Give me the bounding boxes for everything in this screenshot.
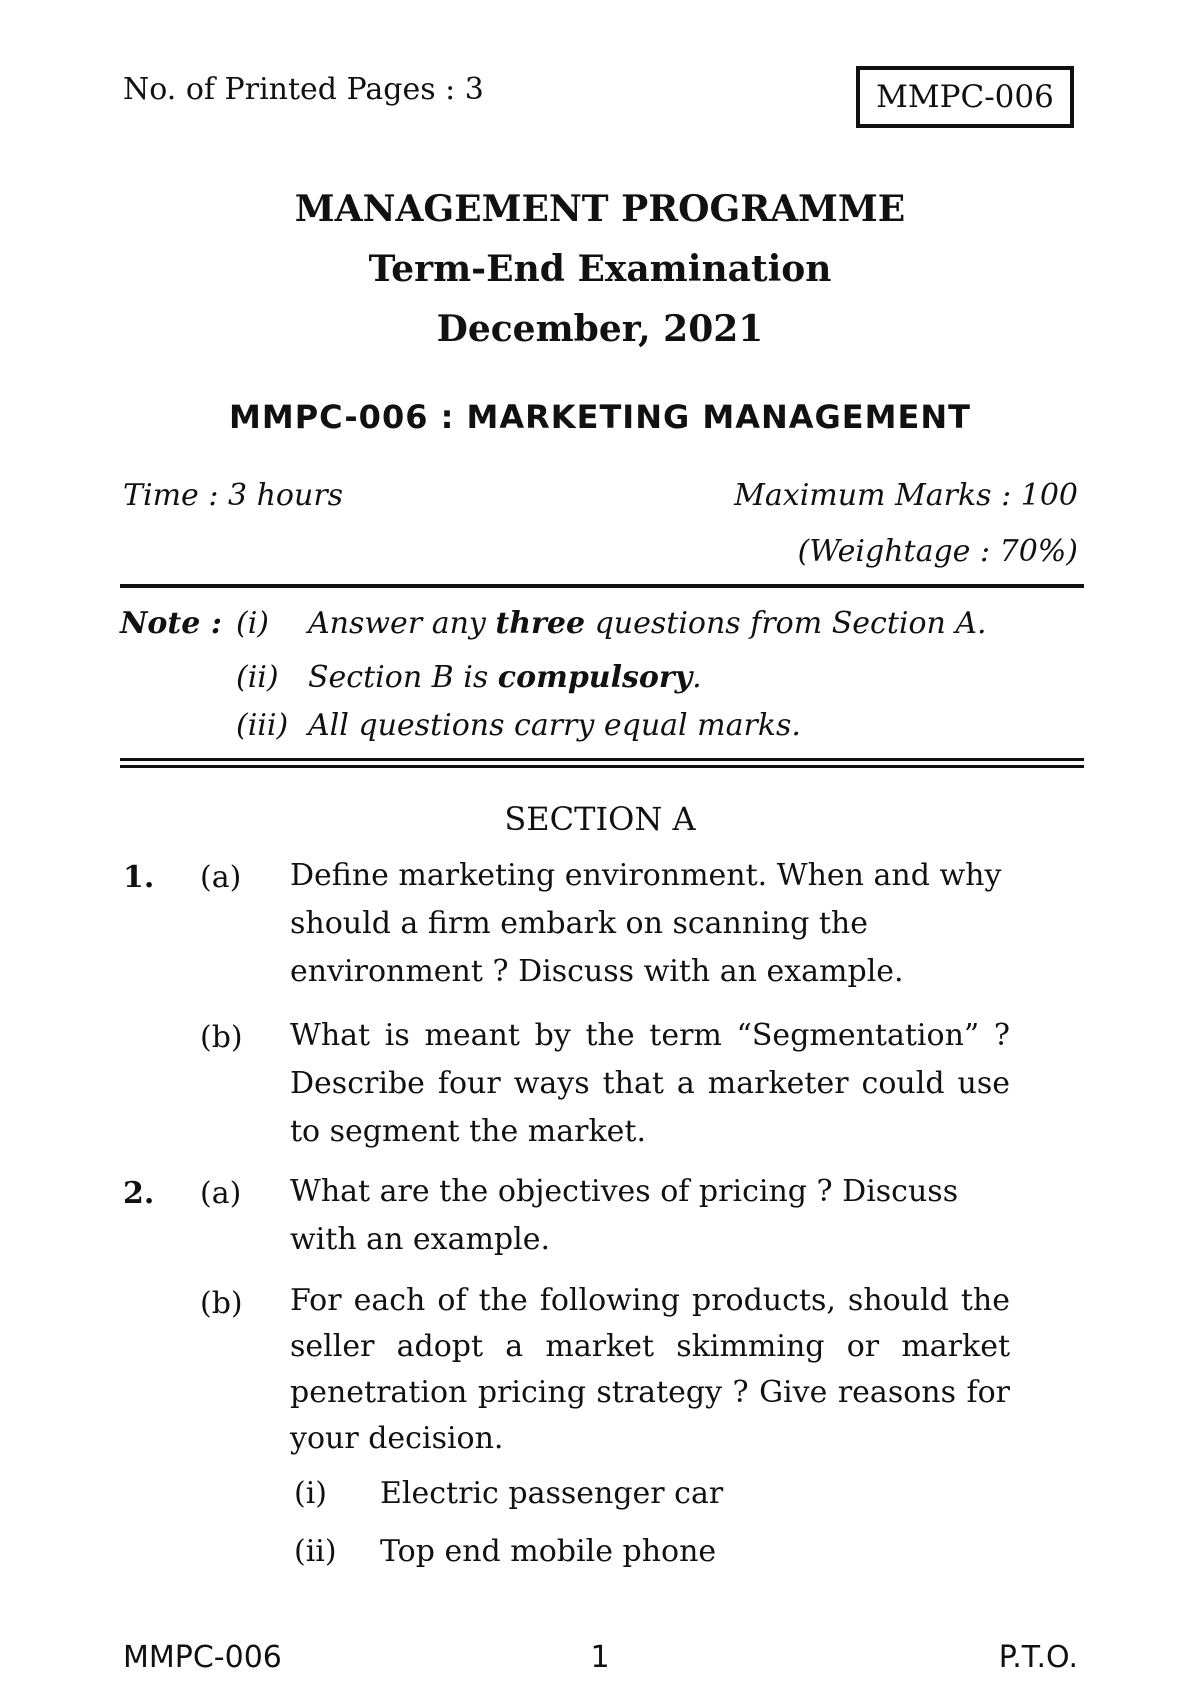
note-item-text: Section B is: [308, 660, 498, 695]
sub-item-label: (ii): [294, 1534, 337, 1569]
question-part-label: (b): [200, 1020, 243, 1055]
note-item-text: All questions carry equal marks.: [308, 708, 801, 743]
note-item-number: (i): [236, 606, 270, 641]
question-part-label: (a): [200, 1176, 242, 1211]
sub-item-label: (i): [294, 1476, 328, 1511]
question-number: 2.: [123, 1176, 155, 1211]
time-allowed: Time : 3 hours: [123, 478, 344, 513]
footer-page-number: 1: [590, 1640, 610, 1675]
question-part-label: (b): [200, 1286, 243, 1321]
divider-top: [120, 584, 1084, 588]
note-item-emphasis: compulsory: [497, 660, 693, 695]
exam-date: December, 2021: [436, 308, 764, 350]
exam-title: Term-End Examination: [368, 248, 832, 290]
note-item-text-end: questions from Section A.: [585, 606, 987, 641]
sub-item-text: Electric passenger car: [380, 1476, 724, 1511]
note-item-number: (iii): [236, 708, 289, 743]
programme-title: MANAGEMENT PROGRAMME: [294, 188, 906, 230]
note-item: [236, 708, 801, 743]
note-item-number: (ii): [236, 660, 279, 695]
divider-double-top: [120, 758, 1084, 761]
question-part-text: What are the objectives of pricing ? Discuss with an example.: [290, 1174, 959, 1257]
note-item-text: Answer any: [308, 606, 496, 641]
question-part-text: Define marketing environment. When and why should a firm embark on scanning the environment ? Discuss with an example.: [290, 858, 1002, 989]
course-code-box: MMPC-006: [856, 66, 1074, 128]
printed-pages-count: No. of Printed Pages : 3: [123, 72, 484, 107]
maximum-marks: Maximum Marks : 100: [734, 478, 1078, 513]
question-part-label: (a): [200, 860, 242, 895]
question-number: 1.: [123, 860, 155, 895]
note-label: Note :: [120, 606, 222, 641]
note-item-emphasis: three: [495, 606, 586, 641]
note-item-text-end: .: [692, 660, 702, 695]
weightage: (Weightage : 70%): [797, 534, 1078, 569]
sub-item-text: Top end mobile phone: [380, 1534, 717, 1569]
subject-title: MMPC-006 : MARKETING MANAGEMENT: [229, 398, 971, 436]
divider-double-bottom: [120, 765, 1084, 768]
footer-course-code: MMPC-006: [123, 1640, 282, 1675]
section-title: SECTION A: [504, 800, 696, 838]
note-item: [236, 660, 702, 695]
footer-pto: P.T.O.: [998, 1640, 1078, 1675]
note-item: [236, 606, 987, 641]
question-part-text: What is meant by the term “Segmentation” ? Describe four ways that a marketer could use to segment the market.: [290, 1018, 1010, 1149]
question-part-text: For each of the following products, should the seller adopt a market skimming or market penetration pricing strategy ? Give reasons for your decision.: [290, 1283, 1010, 1456]
